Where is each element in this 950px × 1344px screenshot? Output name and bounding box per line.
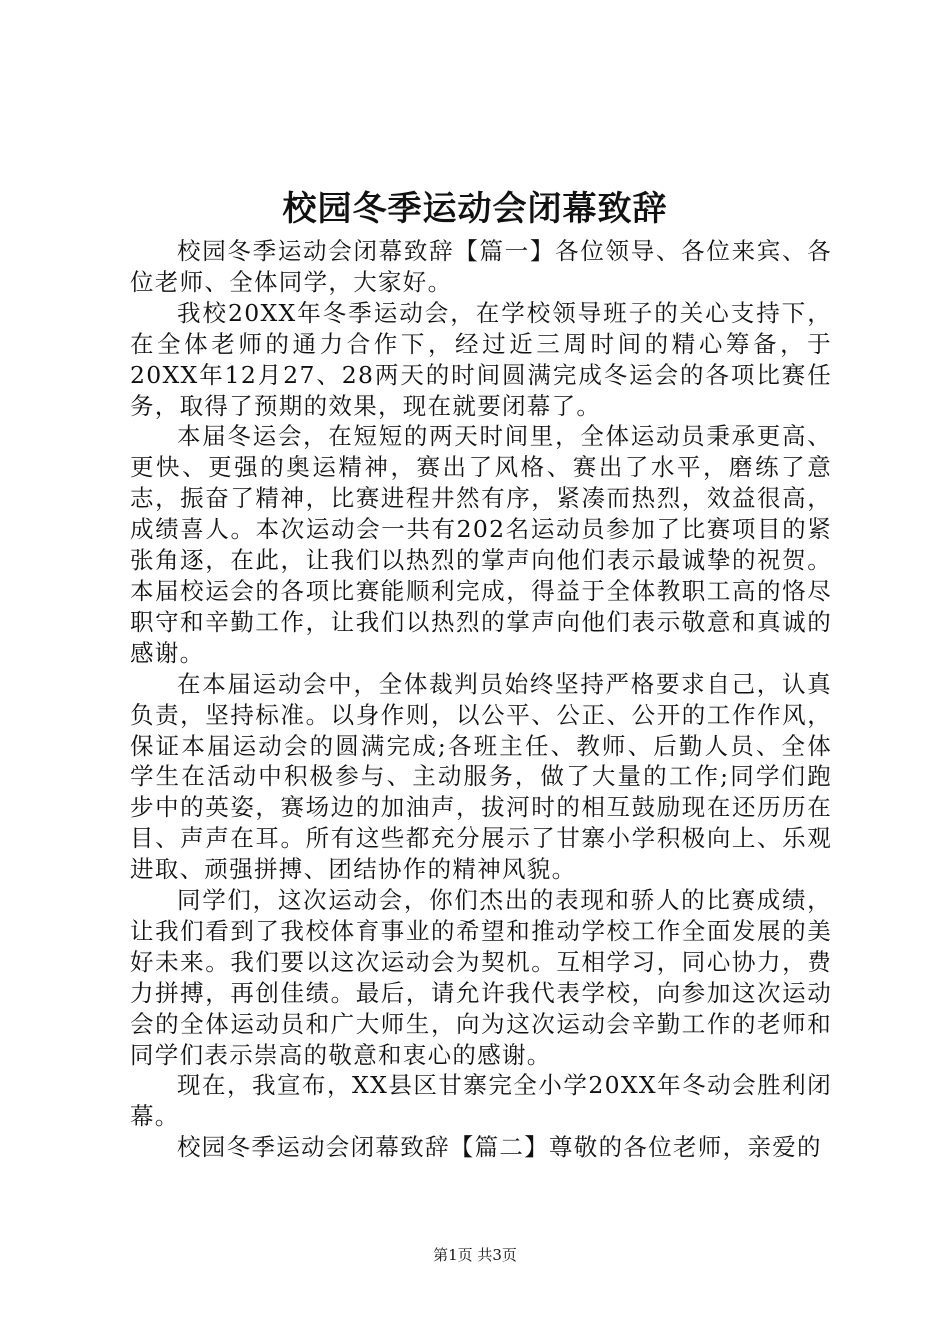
paragraph-7: 校园冬季运动会闭幕致辞【篇二】尊敬的各位老师，亲爱的 [177, 1133, 822, 1162]
paragraph-5: 同学们，这次运动会，你们杰出的表现和骄人的比赛成绩，让我们看到了我校体育事业的希望和推动学校工作全面发展的美好未来。我们要以这次运动会为契机。互相学习，同心协力，费力拼搏，再创佳绩。最后，请允许我代表学校，向参加这次运动会的全体运动员和广大师生，向为这次运动会辛勤工作的老师和同学们表示崇高的敬意和衷心的感谢。 [130, 886, 832, 1069]
paragraph-3: 本届冬运会，在短短的两天时间里，全体运动员秉承更高、更快、更强的奥运精神，赛出了风格、赛出了水平，磨练了意志，振奋了精神，比赛进程井然有序，紧凑而热烈，效益很高，成绩喜人。本次运动会一共有202名运动员参加了比赛项目的紧张角逐，在此，让我们以热烈的掌声向他们表示最诚挚的祝贺。本届校运会的各项比赛能顺利完成，得益于全体教职工高的恪尽职守和辛勤工作，让我们以热烈的掌声向他们表示敬意和真诚的感谢。 [130, 422, 832, 667]
page-indicator: 第1页 共3页 [433, 1246, 517, 1264]
document-body [130, 236, 832, 1163]
paragraph-2: 我校20XX年冬季运动会，在学校领导班子的关心支持下，在全体老师的通力合作下，经过近三周时间的精心筹备，于20XX年12月27、28两天的时间圆满完成冬运会的各项比赛任务，取得了预期的效果，现在就要闭幕了。 [130, 298, 832, 420]
paragraph-1: 校园冬季运动会闭幕致辞【篇一】各位领导、各位来宾、各位老师、全体同学，大家好。 [130, 237, 832, 296]
paragraph-6: 现在，我宣布，XX县区甘寨完全小学20XX年冬动会胜利闭幕。 [130, 1071, 832, 1131]
paragraph-4: 在本届运动会中，全体裁判员始终坚持严格要求自己，认真负责，坚持标准。以身作则，以公平、公正、公开的工作作风，保证本届运动会的圆满完成;各班主任、教师、后勤人员、全体学生在活动中积极参与、主动服务，做了大量的工作;同学们跑步中的英姿，赛场边的加油声，拔河时的相互鼓励现在还历历在目、声声在耳。所有这些都充分展示了甘寨小学积极向上、乐观进取、顽强拼搏、团结协作的精神风貌。 [130, 669, 832, 884]
page-footer [0, 1245, 950, 1265]
document-title: 校园冬季运动会闭幕致辞 [282, 189, 668, 229]
